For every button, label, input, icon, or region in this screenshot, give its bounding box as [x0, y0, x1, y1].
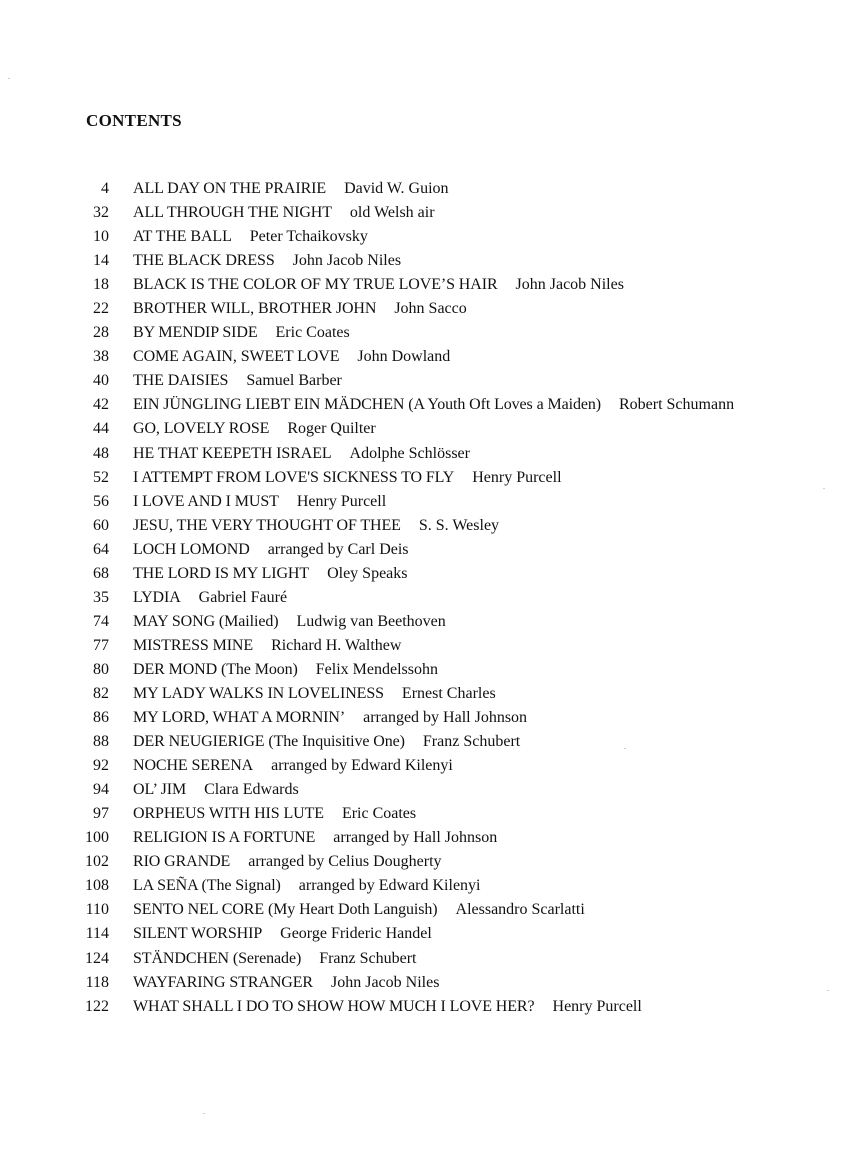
contents-entry [0, 249, 864, 273]
song-composer: S. S. Wesley [418, 516, 500, 534]
contents-list [0, 177, 864, 1019]
entry-text [133, 850, 442, 874]
entry-text [133, 898, 585, 922]
contents-entry [0, 706, 864, 730]
song-title: SILENT WORSHIP [133, 925, 263, 943]
song-composer: John Jacob Niles [292, 252, 402, 270]
contents-entry [0, 345, 864, 369]
song-composer: Eric Coates [275, 324, 350, 342]
song-composer: Samuel Barber [246, 372, 342, 390]
song-title: ALL THROUGH THE NIGHT [133, 204, 332, 222]
song-composer: arranged by Edward Kilenyi [271, 757, 453, 775]
entry-text [133, 658, 438, 682]
entry-page-number: 35 [93, 588, 109, 606]
song-title: MY LORD, WHAT A MORNIN’ [133, 709, 346, 727]
song-title: MISTRESS MINE [133, 636, 254, 654]
song-title: DER MOND (The Moon) [133, 660, 298, 678]
entry-page-number: 38 [93, 348, 109, 366]
song-composer: Adolphe Schlösser [349, 444, 470, 462]
entry-text [133, 610, 446, 634]
song-title: THE DAISIES [133, 372, 229, 390]
entry-page-number: 10 [93, 228, 109, 246]
entry-text [133, 466, 562, 490]
entry-page-number: 88 [93, 733, 109, 751]
contents-entry [0, 369, 864, 393]
entry-page-number: 118 [85, 973, 109, 991]
entry-page-number: 64 [93, 540, 109, 558]
song-title: GO, LOVELY ROSE [133, 420, 270, 438]
song-title: BLACK IS THE COLOR OF MY TRUE LOVE’S HAIR [133, 276, 498, 294]
contents-entry [0, 995, 864, 1019]
song-composer: Clara Edwards [204, 781, 299, 799]
song-title: THE BLACK DRESS [133, 252, 275, 270]
song-composer: Felix Mendelssohn [315, 660, 438, 678]
contents-entry [0, 466, 864, 490]
song-title: MY LADY WALKS IN LOVELINESS [133, 684, 384, 702]
entry-text [133, 995, 642, 1019]
song-composer: John Jacob Niles [515, 276, 624, 294]
song-composer: Franz Schubert [319, 949, 417, 967]
contents-entry [0, 778, 864, 802]
song-composer: Franz Schubert [422, 733, 521, 751]
contents-entry [0, 273, 864, 297]
entry-text [133, 706, 527, 730]
entry-page-number: 44 [93, 420, 109, 438]
song-title: LOCH LOMOND [133, 540, 250, 558]
entry-page-number: 42 [93, 396, 109, 414]
scan-speck [203, 1113, 205, 1114]
contents-entry [0, 730, 864, 754]
entry-page-number: 40 [93, 372, 109, 390]
entry-text [133, 490, 386, 514]
entry-text [133, 369, 342, 393]
song-title: WHAT SHALL I DO TO SHOW HOW MUCH I LOVE HER? [133, 997, 535, 1015]
song-title: AT THE BALL [133, 228, 232, 246]
entry-text [133, 947, 417, 971]
entry-page-number: 56 [93, 492, 109, 510]
entry-text [133, 442, 470, 466]
song-composer: Ernest Charles [401, 684, 496, 702]
entry-text [133, 826, 497, 850]
song-composer: arranged by Hall Johnson [333, 829, 498, 847]
song-composer: Oley Speaks [327, 564, 408, 582]
entry-page-number: 14 [93, 252, 109, 270]
entry-text [133, 249, 401, 273]
contents-entry [0, 850, 864, 874]
song-composer: Henry Purcell [296, 492, 387, 510]
contents-entry [0, 826, 864, 850]
entry-page-number: 77 [93, 636, 109, 654]
contents-entry [0, 562, 864, 586]
entry-page-number: 97 [93, 805, 109, 823]
entry-text [133, 345, 450, 369]
scan-speck [624, 748, 626, 749]
entry-text [133, 730, 520, 754]
song-title: SENTO NEL CORE (My Heart Doth Languish) [133, 901, 438, 919]
contents-entry [0, 393, 864, 417]
contents-entry [0, 682, 864, 706]
song-title: EIN JÜNGLING LIEBT EIN MÄDCHEN (A Youth Oft Loves a Maiden) [133, 396, 601, 414]
entry-text [133, 586, 287, 610]
song-title: MAY SONG (Mailied) [133, 612, 279, 630]
entry-page-number: 122 [85, 997, 109, 1015]
song-title: COME AGAIN, SWEET LOVE [133, 348, 340, 366]
song-title: STÄNDCHEN (Serenade) [133, 949, 302, 967]
contents-entry [0, 490, 864, 514]
contents-entry [0, 634, 864, 658]
song-composer: Henry Purcell [472, 468, 562, 486]
contents-entry [0, 177, 864, 201]
contents-entry [0, 898, 864, 922]
song-composer: Alessandro Scarlatti [455, 901, 585, 919]
song-title: WAYFARING STRANGER [133, 973, 313, 991]
entry-text [133, 874, 481, 898]
contents-entry [0, 225, 864, 249]
entry-text [133, 682, 496, 706]
entry-page-number: 108 [85, 877, 109, 895]
song-title: ALL DAY ON THE PRAIRIE [133, 180, 327, 197]
scan-speck [823, 488, 825, 489]
entry-page-number: 28 [93, 324, 109, 342]
contents-entry [0, 201, 864, 225]
entry-text [133, 225, 368, 249]
contents-entry [0, 802, 864, 826]
entry-text [133, 297, 467, 321]
entry-page-number: 86 [93, 709, 109, 727]
entry-page-number: 52 [93, 468, 109, 486]
entry-text [133, 321, 350, 345]
entry-text [133, 922, 432, 946]
contents-entry [0, 947, 864, 971]
entry-text [133, 562, 408, 586]
entry-text [133, 778, 299, 802]
entry-page-number: 68 [93, 564, 109, 582]
song-composer: arranged by Carl Deis [267, 540, 409, 558]
entry-page-number: 110 [85, 901, 109, 919]
entry-page-number: 48 [93, 444, 109, 462]
song-composer: Henry Purcell [552, 997, 642, 1015]
entry-page-number: 60 [93, 516, 109, 534]
contents-entry [0, 538, 864, 562]
entry-text [133, 514, 499, 538]
song-title: RELIGION IS A FORTUNE [133, 829, 316, 847]
contents-entry [0, 514, 864, 538]
song-composer: David W. Guion [344, 180, 449, 197]
entry-text [133, 417, 376, 441]
song-title: ORPHEUS WITH HIS LUTE [133, 805, 324, 823]
entry-text [133, 802, 416, 826]
song-title: THE LORD IS MY LIGHT [133, 564, 310, 582]
song-title: NOCHE SERENA [133, 757, 254, 775]
song-composer: John Dowland [357, 348, 451, 366]
entry-page-number: 114 [85, 925, 109, 943]
song-composer: Robert Schumann [618, 396, 735, 414]
contents-entry [0, 417, 864, 441]
song-composer: John Sacco [394, 300, 467, 318]
song-title: LYDIA [133, 588, 181, 606]
song-composer: arranged by Hall Johnson [363, 709, 528, 727]
entry-text [133, 754, 453, 778]
song-composer: arranged by Celius Dougherty [248, 853, 442, 871]
song-composer: John Jacob Niles [331, 973, 440, 991]
entry-page-number: 92 [93, 757, 109, 775]
page-title: CONTENTS [86, 111, 182, 130]
entry-page-number: 82 [93, 684, 109, 702]
entry-text [133, 538, 409, 562]
entry-text [133, 273, 624, 297]
entry-page-number: 94 [93, 781, 109, 799]
song-composer: old Welsh air [349, 204, 435, 222]
entry-page-number: 74 [93, 612, 109, 630]
entry-text [133, 634, 401, 658]
song-title: LA SEÑA (The Signal) [133, 877, 281, 895]
song-title: I ATTEMPT FROM LOVE'S SICKNESS TO FLY [133, 468, 455, 486]
scan-speck [827, 990, 829, 991]
song-title: RIO GRANDE [133, 853, 231, 871]
song-composer: George Frideric Handel [280, 925, 432, 943]
entry-text [133, 393, 734, 417]
song-composer: Ludwig van Beethoven [296, 612, 446, 630]
song-title: DER NEUGIERIGE (The Inquisitive One) [133, 733, 405, 751]
song-composer: Roger Quilter [287, 420, 376, 438]
contents-entry [0, 321, 864, 345]
contents-entry [0, 297, 864, 321]
entry-page-number: 124 [85, 949, 109, 967]
contents-entry [0, 442, 864, 466]
contents-entry [0, 658, 864, 682]
contents-entry [0, 971, 864, 995]
song-composer: Peter Tchaikovsky [249, 228, 368, 246]
song-composer: Richard H. Walthew [271, 636, 402, 654]
entry-text [133, 971, 439, 995]
entry-page-number: 100 [85, 829, 109, 847]
scan-speck [8, 78, 10, 79]
entry-page-number: 18 [93, 276, 109, 294]
contents-entry [0, 754, 864, 778]
entry-text [133, 201, 435, 225]
song-title: I LOVE AND I MUST [133, 492, 279, 510]
song-composer: Eric Coates [341, 805, 417, 823]
song-composer: arranged by Edward Kilenyi [298, 877, 481, 895]
entry-page-number: 102 [85, 853, 109, 871]
contents-entry [0, 874, 864, 898]
entry-text [133, 177, 449, 201]
contents-entry [0, 586, 864, 610]
entry-page-number: 22 [93, 300, 109, 318]
song-composer: Gabriel Fauré [198, 588, 288, 606]
song-title: OL’ JIM [133, 781, 187, 799]
song-title: BROTHER WILL, BROTHER JOHN [133, 300, 377, 318]
entry-page-number: 32 [93, 204, 109, 222]
contents-entry [0, 610, 864, 634]
contents-entry [0, 922, 864, 946]
entry-page-number: 80 [93, 660, 109, 678]
song-title: JESU, THE VERY THOUGHT OF THEE [133, 516, 401, 534]
song-title: HE THAT KEEPETH ISRAEL [133, 444, 332, 462]
entry-page-number: 4 [101, 180, 109, 197]
song-title: BY MENDIP SIDE [133, 324, 258, 342]
